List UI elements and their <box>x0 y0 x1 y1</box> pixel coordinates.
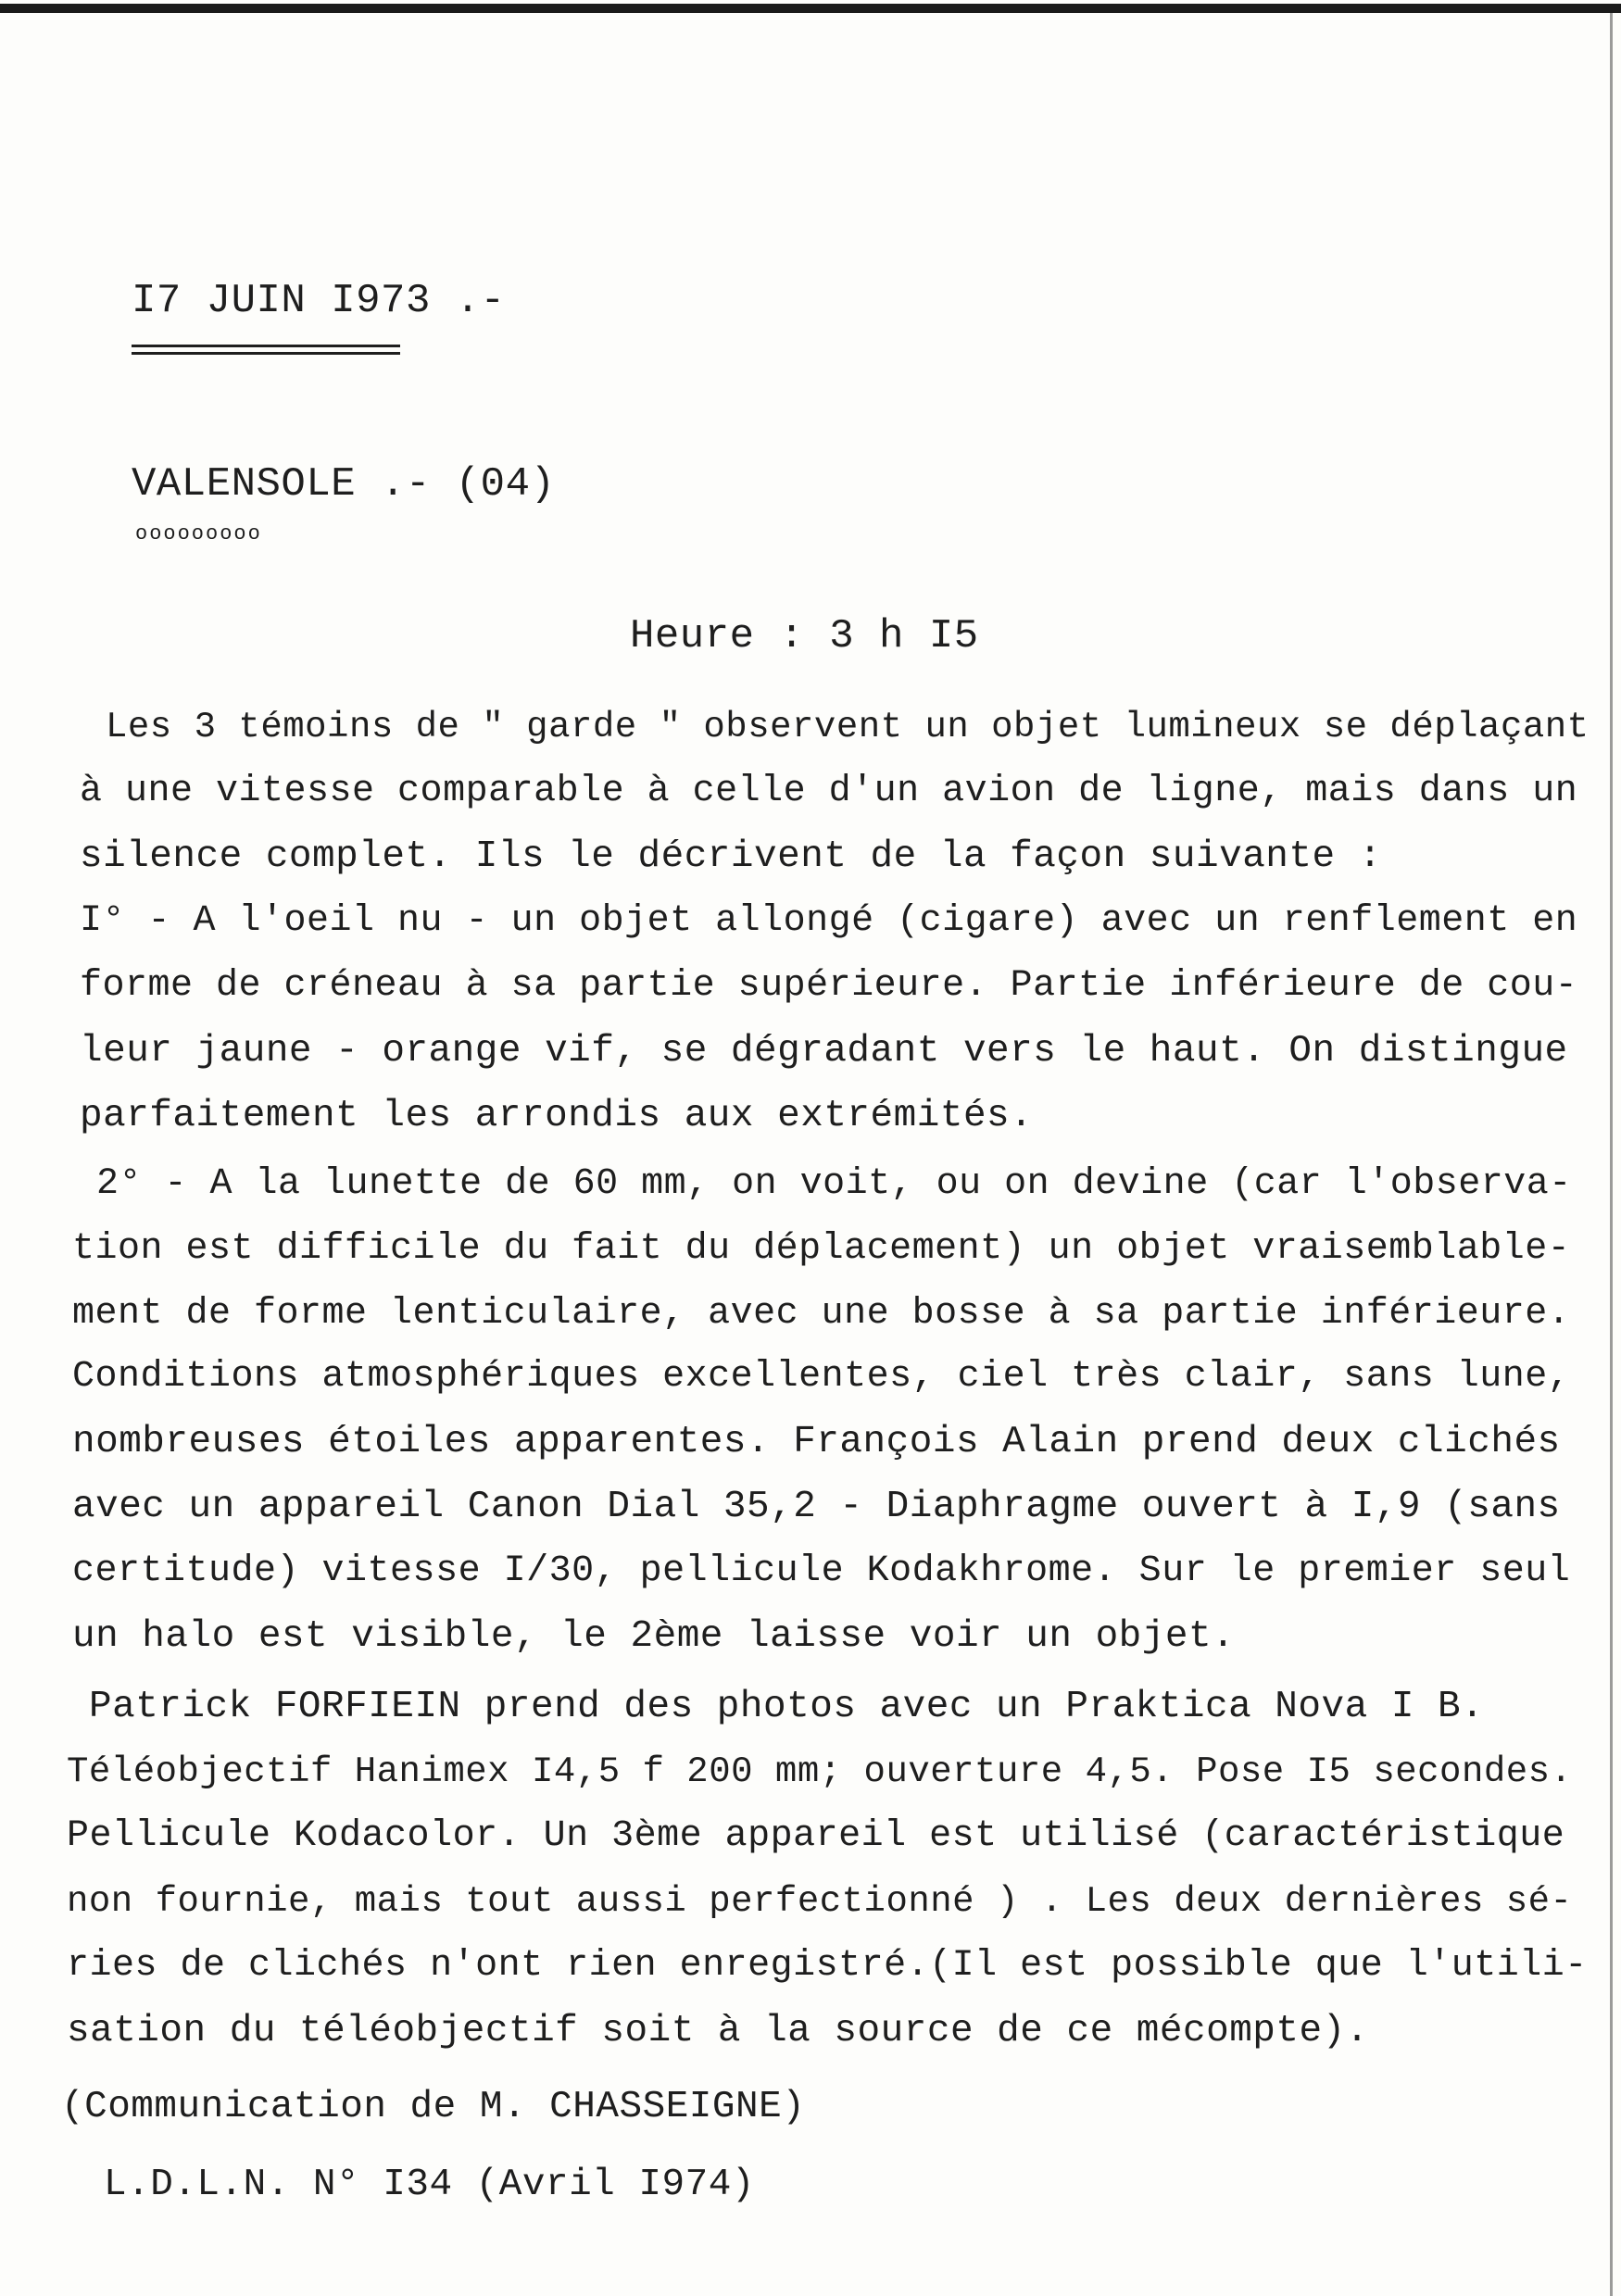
body-line: à une vitesse comparable à celle d'un avion de ligne, mais dans un <box>80 771 1578 812</box>
body-line: Pellicule Kodacolor. Un 3ème appareil est utilisé (caractéristique <box>67 1815 1565 1857</box>
body-line: I° - A l'oeil nu - un objet allongé (cigare) avec un renflement en <box>80 900 1578 942</box>
body-line: Patrick FORFIEIN prend des photos avec un Praktica Nova I B. <box>89 1686 1485 1728</box>
body-line: tion est difficile du fait du déplacement) un objet vraisemblable- <box>72 1228 1571 1270</box>
body-line: Les 3 témoins de " garde " observent un objet lumineux se déplaçant <box>106 707 1590 747</box>
body-line: ment de forme lenticulaire, avec une bosse à sa partie inférieure. <box>72 1293 1571 1335</box>
body-line: non fournie, mais tout aussi perfectionné ) . Les deux dernières sé- <box>67 1881 1573 1922</box>
body-line: Téléobjectif Hanimex I4,5 f 200 mm; ouverture 4,5. Pose I5 secondes. <box>67 1751 1573 1792</box>
page-top-edge <box>0 4 1621 13</box>
body-line: nombreuses étoiles apparentes. François Alain prend deux clichés <box>72 1421 1561 1463</box>
date-underline-2 <box>132 352 400 355</box>
time-heading: Heure : 3 h I5 <box>630 613 979 659</box>
body-line: avec un appareil Canon Dial 35,2 - Diaphragme ouvert à I,9 (sans <box>72 1486 1561 1528</box>
body-line: 2° - A la lunette de 60 mm, on voit, ou on devine (car l'observa- <box>96 1163 1572 1205</box>
page-right-edge <box>1610 13 1613 2296</box>
body-line: certitude) vitesse I/30, pellicule Kodakhrome. Sur le premier seul <box>72 1550 1571 1592</box>
body-line: ries de clichés n'ont rien enregistré.(Il est possible que l'utili- <box>67 1945 1588 1987</box>
communication-credit: (Communication de M. CHASSEIGNE) <box>61 2086 806 2128</box>
body-line: parfaitement les arrondis aux extrémités. <box>80 1095 1034 1137</box>
date-heading: I7 JUIN I973 .- <box>132 278 506 324</box>
body-line: un halo est visible, le 2ème laisse voir un objet. <box>72 1615 1236 1658</box>
place-heading: VALENSOLE .- (04) <box>132 461 556 508</box>
body-line: silence complet. Ils le décrivent de la façon suivante : <box>80 835 1382 878</box>
body-line: sation du téléobjectif soit à la source de ce mécompte). <box>67 2010 1369 2052</box>
place-underline-circles: ooooooooo <box>135 522 262 546</box>
date-underline-1 <box>132 345 400 347</box>
source-reference: L.D.L.N. N° I34 (Avril I974) <box>104 2164 755 2206</box>
body-line: leur jaune - orange vif, se dégradant vers le haut. On distingue <box>80 1030 1568 1073</box>
body-line: forme de créneau à sa partie supérieure. Partie inférieure de cou- <box>80 965 1578 1007</box>
body-line: Conditions atmosphériques excellentes, ciel très clair, sans lune, <box>72 1356 1571 1398</box>
